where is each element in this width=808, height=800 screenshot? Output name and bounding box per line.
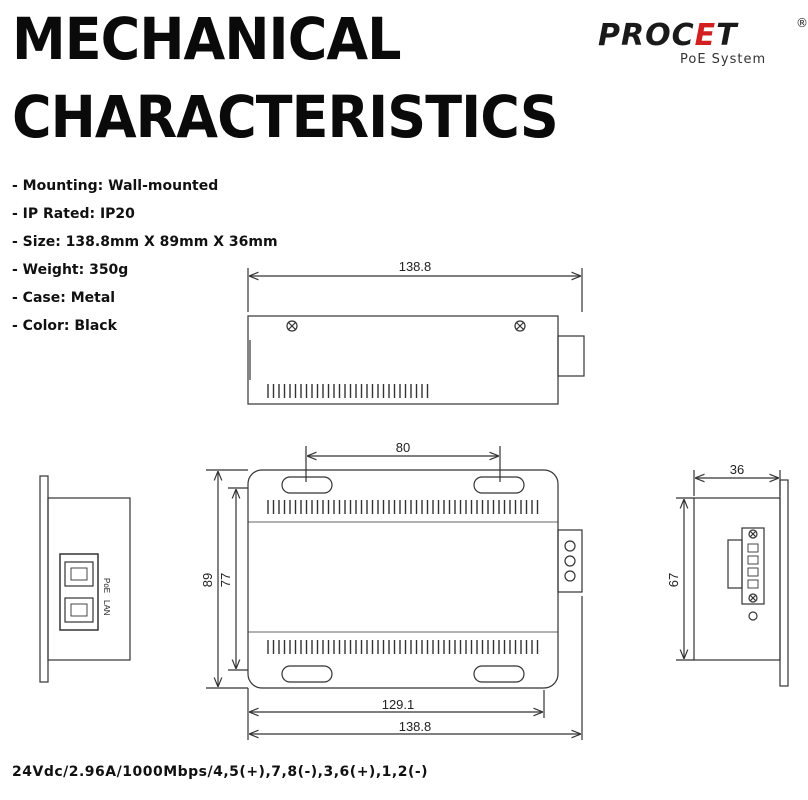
dim-height-inner: 77 (218, 572, 233, 588)
page-title-line1: MECHANICAL (12, 5, 401, 73)
top-view-drawing (248, 268, 584, 404)
logo-tagline: PoE System (680, 52, 767, 67)
left-side-view (40, 476, 130, 682)
right-side-view (676, 470, 788, 686)
dim-height-outer: 89 (200, 572, 215, 588)
dim-top-width: 138.8 (398, 259, 432, 274)
spec-color: - Color: Black (12, 318, 117, 334)
dim-mount-spacing: 80 (395, 440, 411, 455)
spec-weight: - Weight: 350g (12, 262, 129, 278)
page-title-line2: CHARACTERISTICS (12, 83, 558, 151)
dim-side-depth: 36 (729, 462, 745, 477)
port-label-poe: PoE (102, 578, 111, 594)
dim-side-height: 67 (666, 572, 681, 588)
dim-width-outer: 138.8 (398, 719, 432, 734)
front-view-vents (268, 500, 538, 654)
electrical-spec-footer: 24Vdc/2.96A/1000Mbps/4,5(+),7,8(-),3,6(+),1,2(-) (12, 764, 429, 780)
spec-mounting: - Mounting: Wall-mounted (12, 178, 219, 194)
port-label-lan: LAN (102, 600, 111, 616)
registered-mark: ® (796, 16, 808, 30)
spec-case: - Case: Metal (12, 290, 116, 306)
spec-ip-rating: - IP Rated: IP20 (12, 206, 135, 222)
front-view-drawing (206, 446, 582, 740)
logo-brand: PROCET (598, 18, 738, 53)
top-view-vents (268, 384, 428, 398)
dim-width-inner: 129.1 (381, 697, 415, 712)
spec-size: - Size: 138.8mm X 89mm X 36mm (12, 234, 278, 250)
